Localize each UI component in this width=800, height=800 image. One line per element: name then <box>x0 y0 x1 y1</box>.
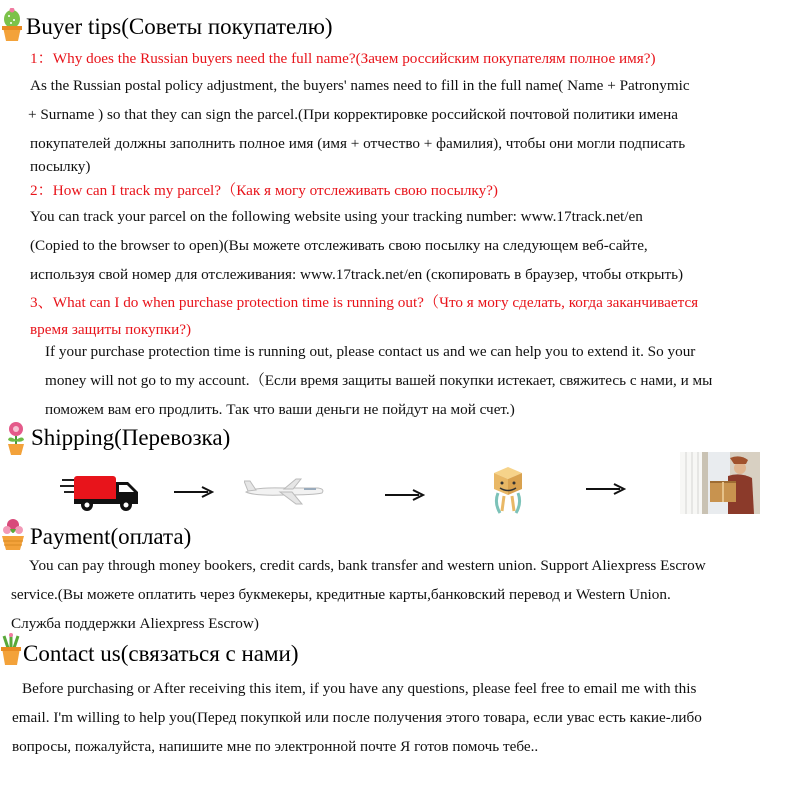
answer-2-line: You can track your parcel on the following website using your tracking number: www.17track.net/en <box>30 208 643 225</box>
arrow-right-icon <box>586 482 626 496</box>
contact-line: вопросы, пожалуйста, напишите мне по электронной почте Я готов помочь тебе.. <box>12 738 539 755</box>
airplane-icon <box>244 476 326 506</box>
cactus-icon <box>0 632 22 666</box>
answer-1-line: покупателей должны заполнить полное имя (имя + отчество + фамилия), чтобы они могли подписать <box>30 135 686 152</box>
answer-2 <box>30 202 800 289</box>
shipping-heading: Shipping(Перевозка) <box>31 425 231 450</box>
payment-line: You can pay through money bookers, credit cards, bank transfer and western union. Support Aliexpress Escrow <box>29 557 706 574</box>
arrow-right-icon <box>385 488 425 502</box>
courier-delivery-photo <box>680 452 760 514</box>
answer-1-line: As the Russian postal policy adjustment, the buyers' names need to fill in the full name( Name + Patronymic <box>30 77 690 94</box>
payment-heading: Payment(оплата) <box>30 524 192 549</box>
answer-2-line: (Copied to the browser to open)(Вы можете отслеживать свою посылку на следующем веб-сайте, <box>30 237 648 254</box>
question-3-line: время защиты покупки?) <box>30 321 192 338</box>
answer-3-line: If your purchase protection time is running out, please contact us and we can help you to extend it. So your <box>45 343 696 360</box>
answer-3-line: money will not go to my account.（Если время защиты вашей покупки истекает, свяжитесь с нами, и мы <box>45 372 713 389</box>
parcel-box-icon <box>490 463 526 515</box>
contact-line: email. I'm willing to help you(Перед покупкой или после получения этого товара, если увас есть какие-либо <box>12 709 702 726</box>
truck-icon <box>60 474 140 512</box>
flower-pot-icon <box>4 420 28 456</box>
arrow-right-icon <box>174 485 214 499</box>
answer-1-line: + Surname ) so that they can sign the parcel.(При корректировке российской почтовой политики имена <box>28 106 678 123</box>
answer-3 <box>45 337 800 424</box>
payment-text <box>0 551 800 638</box>
payment-line: Служба поддержки Aliexpress Escrow) <box>11 615 259 632</box>
question-2: 2：How can I track my parcel?（Как я могу отслеживать свою посылку?) <box>30 182 498 199</box>
buyer-tips-heading: Buyer tips(Советы покупателю) <box>26 14 333 39</box>
flower-pot-icon <box>0 517 26 551</box>
answer-3-line: поможем вам его продлить. Так что ваши деньги не пойдут на мой счет.) <box>45 401 515 418</box>
answer-1 <box>30 71 800 181</box>
answer-1-line: посылку) <box>30 158 91 175</box>
question-1: 1：Why does the Russian buyers need the full name?(Зачем российским покупателям полное имя?) <box>30 50 656 67</box>
cactus-icon <box>0 8 24 42</box>
question-3-line: 3、What can I do when purchase protection time is running out?（Что я могу сделать, когда заканчивается <box>30 294 699 311</box>
contact-text <box>0 674 800 761</box>
contact-line: Before purchasing or After receiving this item, if you have any questions, please feel free to email me with this <box>22 680 697 697</box>
question-3 <box>30 289 698 343</box>
answer-2-line: используя свой номер для отслеживания: www.17track.net/en (скопировать в браузер, чтобы открыть) <box>30 266 684 283</box>
payment-line: service.(Вы можете оплатить через букмекеры, кредитные карты,банковский перевод и Western Union. <box>11 586 671 603</box>
contact-heading: Contact us(связаться с нами) <box>23 641 299 666</box>
